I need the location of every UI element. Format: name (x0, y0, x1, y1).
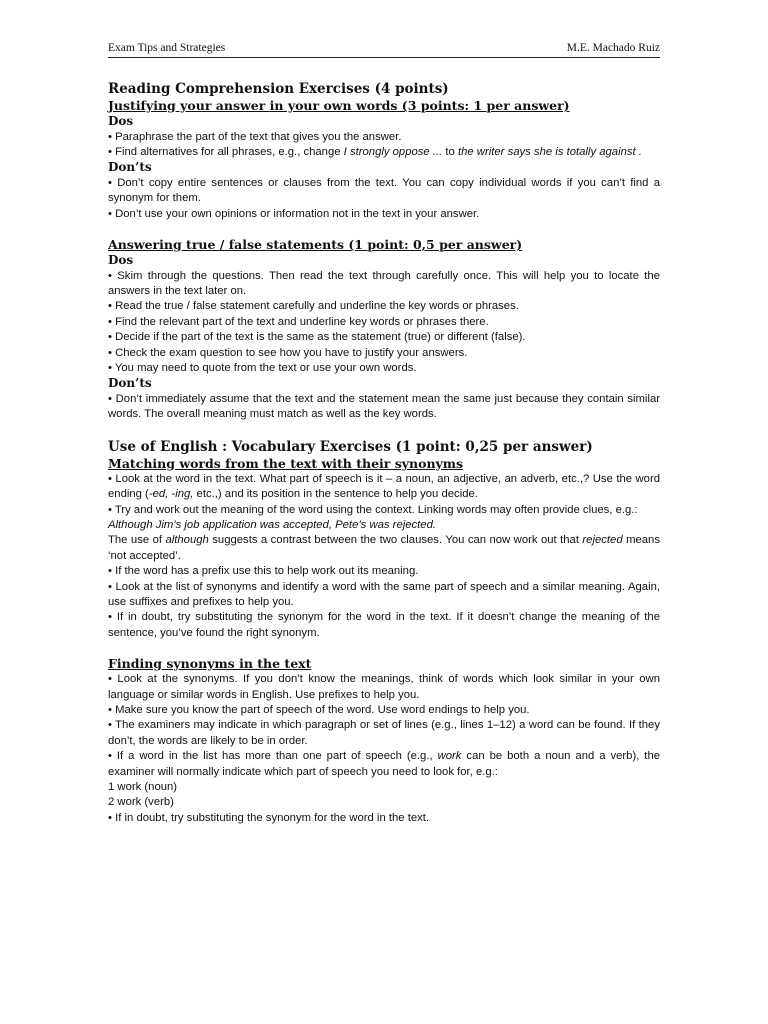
donts-heading: Don’ts (108, 160, 152, 175)
donts-heading: Don’ts (108, 376, 152, 391)
subsection-title-true-false: Answering true / false statements (1 point: 0,5 per answer) (108, 237, 523, 253)
subsection-title-matching: Matching words from the text with their synonyms (108, 455, 464, 471)
section-title-use-of-english: Use of English : Vocabulary Exercises (1 point: 0,25 per answer) (108, 438, 593, 455)
list-item: • Check the exam question to see how you have to justify your answers. (108, 346, 468, 359)
list-item: • If the word has a prefix use this to help work out its meaning. (108, 565, 419, 578)
text-run: • Look at the word in the text. What part of speech is it – a noun, an adjective, an adverb, etc.,? Use the word ending ( (108, 472, 660, 501)
list-item: • Try and work out the meaning of the word using the context. Linking words may often provide clues, e.g.: (108, 503, 638, 516)
example-sentence: Although Jim’s job application was accepted, Pete’s was rejected. (108, 518, 437, 531)
italic-example: -ed, -ing, (148, 488, 194, 501)
subsection-title-justifying: Justifying your answer in your own words (3 points: 1 per answer) (108, 98, 570, 113)
list-item: • If in doubt, try substituting the synonym for the word in the text. If it doesn’t change the meaning of the sentence, you’ve found the right synonym. (108, 611, 660, 639)
header-title: Exam Tips and Strategies (108, 42, 226, 54)
list-item: • Don’t copy entire sentences or clauses from the text. You can copy individual words if you can’t find a synonym for them. (108, 176, 660, 205)
list-item: • Make sure you know the part of speech of the word. Use word endings to help you. (108, 703, 530, 716)
paragraph (108, 533, 660, 564)
spacer (108, 222, 660, 237)
text-run: • Find alternatives for all phrases, e.g., change (108, 145, 344, 158)
text-run: can be both a noun and a verb), the examiner will normally indicate which part of speech you need to look for, e.g.: (108, 750, 661, 778)
list-item (108, 145, 660, 160)
example-line: 1 work (noun) (108, 781, 178, 793)
italic-example: work (437, 750, 462, 763)
text-run: • If a word in the list has more than one part of speech (e.g., (108, 750, 438, 763)
text-run: to (442, 145, 458, 158)
list-item: • Skim through the questions. Then read the text through carefully once. This will help you to locate the answers in the text later on. (108, 269, 660, 297)
spacer (108, 641, 660, 656)
list-item: • Look at the list of synonyms and identify a word with the same part of speech and a similar meaning. Again, use suffixes and prefixes to help you. (108, 580, 660, 608)
list-item (108, 472, 660, 503)
dos-heading: Dos (108, 253, 134, 268)
list-item: • If in doubt, try substituting the synonym for the word in the text. (108, 811, 430, 824)
example-line: 2 work (verb) (108, 796, 174, 809)
list-item: • The examiners may indicate in which paragraph or set of lines (e.g., lines 1–12) a word can be found. If they don’t, the words are likely to be in order. (108, 719, 660, 747)
list-item: • Look at the synonyms. If you don’t know the meanings, think of words which look similar in your own language or similar words in English. Use prefixes to help you. (108, 673, 660, 701)
italic-example: I strongly oppose ... (343, 145, 443, 158)
dos-heading: Dos (108, 114, 134, 128)
header-rule (108, 57, 660, 58)
text-run: etc.,) and its position in the sentence to help you decide. (193, 488, 478, 501)
list-item (108, 749, 660, 780)
italic-example: although (165, 534, 209, 547)
list-item: • Read the true / false statement carefully and underline the key words or phrases. (108, 300, 519, 313)
subsection-title-finding-synonyms: Finding synonyms in the text (108, 656, 312, 672)
text-run: suggests a contrast between the two clauses. You can now work out that (208, 534, 583, 547)
italic-example: the writer says she is totally against . (457, 145, 642, 158)
spacer (108, 423, 660, 438)
list-item: • You may need to quote from the text or use your own words. (108, 361, 417, 374)
list-item: • Paraphrase the part of the text that gives you the answer. (108, 130, 402, 143)
section-title-reading: Reading Comprehension Exercises (4 points) (108, 81, 449, 97)
document-body (108, 80, 660, 826)
text-run: The use of (108, 534, 166, 547)
list-item: • Find the relevant part of the text and underline key words or phrases there. (108, 315, 489, 328)
list-item: • Don’t immediately assume that the text and the statement mean the same just because they contain similar words. The overall meaning must match as well as the key words. (108, 392, 660, 421)
list-item: • Decide if the part of the text is the same as the statement (true) or different (false). (108, 331, 526, 344)
header-author: M.E. Machado Ruiz (566, 42, 660, 54)
list-item: • Don’t use your own opinions or information not in the text in your answer. (108, 207, 480, 220)
italic-example: rejected (582, 534, 623, 547)
text-run: means ‘not accepted’. (108, 534, 660, 562)
